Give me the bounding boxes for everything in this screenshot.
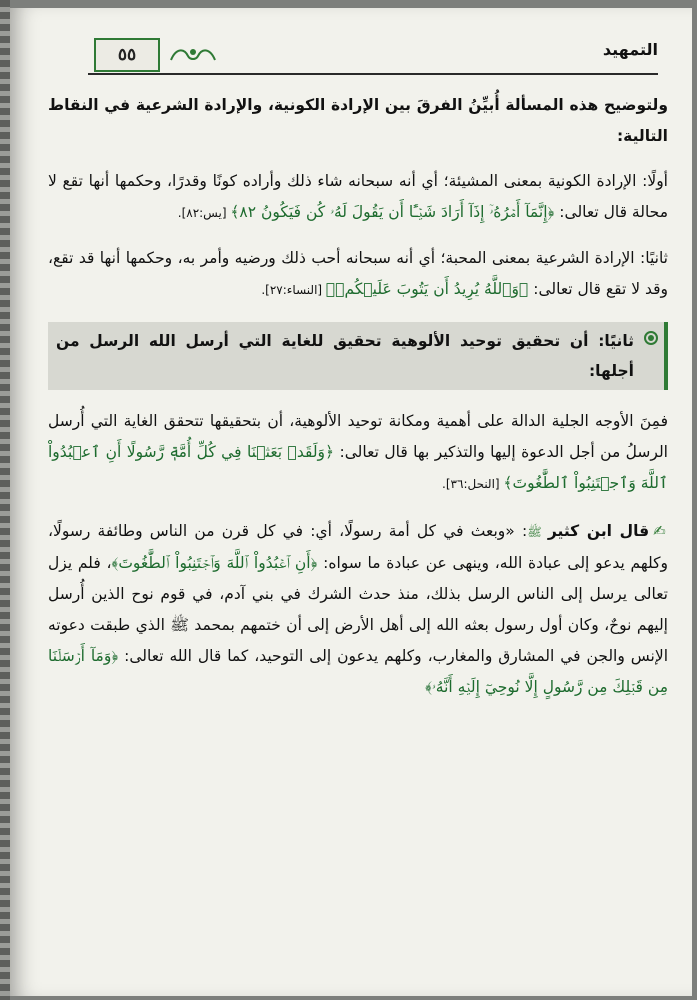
- intro-paragraph: ولتوضيح هذه المسألة أُبيِّنُ الفرقَ بين الإرادة الكونية، والإرادة الشرعية في النقاط التالية:: [48, 96, 668, 145]
- pen-icon: ✍: [653, 522, 668, 540]
- section-heading: ثانيًا: أن تحقيق توحيد الألوهية تحقيق للغاية التي أرسل الله الرسل من أجلها:: [56, 332, 634, 380]
- quran-verse: ﴿وَٱللَّهُ يُرِيدُ أَن يَتُوبَ عَلَيۡكُمۡ﴾: [325, 280, 529, 298]
- point-one-text: أولًا: الإرادة الكونية بمعنى المشيئة؛ أي أنه سبحانه شاء ذلك وأراده كونًا وقدرًا، وحكمها أنها تقع لا محالة قال تعالى:: [48, 172, 668, 221]
- section-heading-box: [48, 322, 668, 390]
- page-body: [48, 90, 668, 703]
- quran-verse: ﴿أَنِ ٱعۡبُدُواْ ٱللَّهَ وَٱجۡتَنِبُواْ ٱلطَّٰغُوتَ﴾: [111, 554, 318, 572]
- header-divider: [88, 73, 658, 75]
- point-two-paragraph: [48, 243, 668, 306]
- quote-paragraph: [48, 516, 668, 703]
- quote-text-continued: ، فلم يزل تعالى يرسل إلى الناس الرسل بذلك، منذ حدث الشرك في بني آدم، في قوم نوح الذين أُرسل إليهم نوحٌ، وكان أول رسول بعثه الله إلى أهل الأرض إلى أن ختمهم بمحمد ﷺ الذي طبقت دعوته الإنس والجن في المشارق والمغارب، وكلهم يدعون إلى التوحيد، كما قال الله تعالى:: [48, 554, 668, 665]
- quote-text: : «وبعث في كل أمة رسولًا، أي: في كل قرن من الناس وطائفة رسولًا، وكلهم يدعو إلى عبادة الله، وينهى عن عبادة ما سواه:: [48, 522, 668, 572]
- quran-verse: ﴿وَلَقَدۡ بَعَثۡنَا فِي كُلِّ أُمَّةٖ رَّسُولًا أَنِ ٱعۡبُدُواْ ٱللَّهَ وَٱجۡتَنِبُواْ ٱلطَّٰغُوتَ﴾: [48, 443, 668, 492]
- page-header: [88, 34, 668, 74]
- book-binding: [0, 0, 10, 1000]
- explanation-paragraph: [48, 406, 668, 500]
- verse-reference: [النساء:٢٧].: [261, 283, 326, 297]
- chapter-title: التمهيد: [602, 40, 658, 59]
- bullet-icon: [644, 331, 658, 345]
- quran-verse: ﴿إِنَّمَآ أَمۡرُهُۥٓ إِذَآ أَرَادَ شَيۡـًٔا أَن يَقُولَ لَهُۥ كُن فَيَكُونُ ٨٢﴾: [230, 203, 555, 221]
- quote-author: قال ابن كثير: [547, 522, 650, 540]
- ornament-icon: [168, 44, 218, 66]
- point-two-text: ثانيًا: الإرادة الشرعية بمعنى المحبة؛ أي أنه سبحانه أحب ذلك ورضيه وأمر به، وحكمها أنها قد تقع، وقد لا تقع قال تعالى:: [48, 249, 668, 298]
- verse-reference: [يس:٨٢].: [177, 206, 231, 220]
- verse-reference: [النحل:٣٦].: [442, 477, 504, 491]
- honorific: ﷺ: [527, 525, 548, 539]
- book-page: [10, 8, 692, 996]
- quran-verse: ﴿وَمَآ أَرۡسَلۡنَا مِن قَبۡلِكَ مِن رَّسُولٍ إِلَّا نُوحِيٓ إِلَيۡهِ أَنَّهُۥ﴾: [48, 647, 668, 696]
- page-number: ٥٥: [94, 38, 160, 72]
- explanation-text: فمِنَ الأوجه الجلية الدالة على أهمية ومكانة توحيد الألوهية، أن بتحقيقها تتحقق الغاية التي أُرسل الرسلُ من أجل الدعوة إليها والتذكير بها قال تعالى:: [48, 412, 668, 461]
- point-one-paragraph: [48, 166, 668, 229]
